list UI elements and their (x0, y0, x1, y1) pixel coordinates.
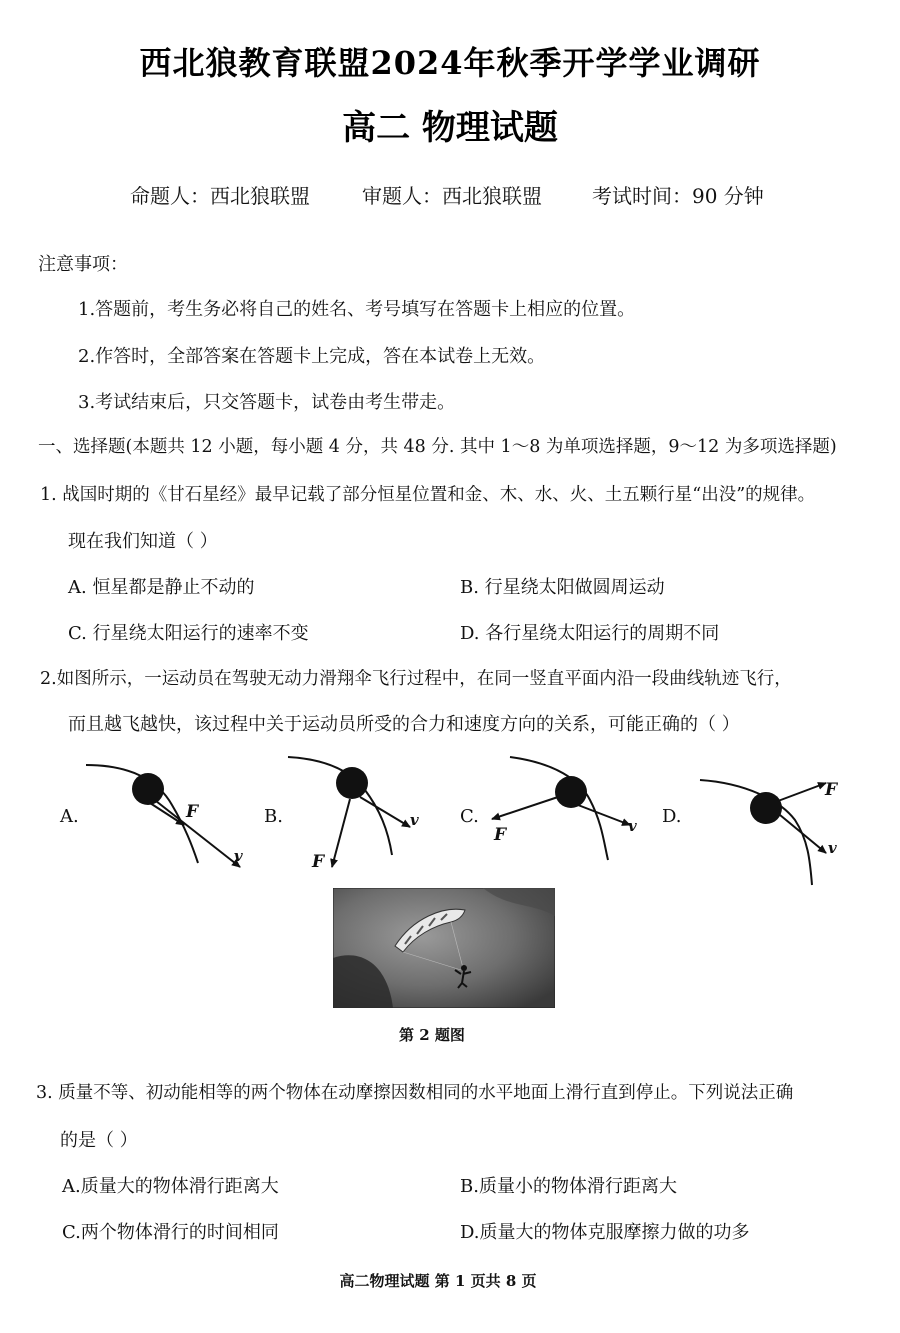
velocity-arrow (360, 797, 410, 827)
force-arrow (778, 783, 826, 801)
q2-diagrams (0, 745, 900, 895)
velocity-arrow (780, 815, 826, 853)
diagram-a (59, 765, 243, 867)
paraglider-ball (132, 773, 164, 805)
force-label: F (825, 780, 838, 800)
q1-option-a: A. 恒星都是静止不动的 (68, 577, 255, 598)
velocity-label: v (234, 847, 243, 865)
q3-option-c: C.两个物体滑行的时间相同 (62, 1222, 279, 1243)
q3-option-b: B.质量小的物体滑行距离大 (460, 1176, 677, 1197)
force-arrow (150, 803, 184, 825)
q1-option-c: C. 行星绕太阳运行的速率不变 (68, 623, 309, 644)
force-arrow (332, 799, 350, 867)
diagram-c-label: C. (460, 806, 479, 827)
question-3-text-2: 的是（ ） (60, 1130, 138, 1151)
exam-title: 西北狼教育联盟2024年秋季开学学业调研 (139, 44, 761, 82)
question-1-text-2: 现在我们知道（ ） (68, 531, 218, 552)
diagram-d (662, 780, 839, 885)
force-label: F (494, 825, 507, 845)
force-arrow (492, 797, 558, 819)
figure-caption: 第 2 题图 (399, 1026, 465, 1044)
q1-option-b: B. 行星绕太阳做圆周运动 (460, 577, 665, 598)
paraglider-ball (336, 767, 368, 799)
section-heading: 一、选择题(本题共 12 小题，每小题 4 分，共 48 分. 其中 1～8 为单项选择题，9～12 为多项选择题) (38, 437, 837, 457)
q3-option-d: D.质量大的物体克服摩擦力做的功多 (460, 1222, 750, 1243)
paraglider-photo (333, 888, 555, 1008)
notice-item: 1.答题前，考生务必将自己的姓名、考号填写在答题卡上相应的位置。 (78, 299, 636, 320)
question-3-text: 3. 质量不等、初动能相等的两个物体在动摩擦因数相同的水平地面上滑行直到停止。下列说法正确 (36, 1083, 794, 1103)
diagram-a-label: A. (60, 806, 79, 827)
exam-time: 考试时间：90 分钟 (592, 184, 764, 208)
force-label: F (186, 802, 199, 822)
q3-option-a: A.质量大的物体滑行距离大 (62, 1176, 279, 1197)
page-footer: 高二物理试题 第 1 页共 8 页 (339, 1272, 537, 1290)
velocity-label: v (628, 817, 637, 835)
notice-heading: 注意事项： (38, 254, 128, 275)
velocity-label: v (410, 811, 419, 829)
velocity-arrow (578, 805, 630, 825)
velocity-label: v (828, 839, 837, 857)
force-label: F (312, 852, 325, 872)
diagram-c (460, 757, 637, 860)
reviewer-info: 审题人：西北狼联盟 (362, 184, 542, 208)
diagram-b (264, 757, 419, 872)
paraglider-ball (555, 776, 587, 808)
notice-item: 2.作答时，全部答案在答题卡上完成，答在本试卷上无效。 (78, 346, 546, 367)
paraglider-ball (750, 792, 782, 824)
question-2-text: 2.如图所示，一运动员在驾驶无动力滑翔伞飞行过程中，在同一竖直平面内沿一段曲线轨迹飞行， (40, 669, 792, 689)
q1-option-d: D. 各行星绕太阳运行的周期不同 (460, 623, 720, 644)
question-1-text: 1. 战国时期的《甘石星经》最早记载了部分恒星位置和金、木、水、火、土五颗行星“出没”的规律。 (40, 485, 816, 505)
diagram-b-label: B. (264, 806, 283, 827)
question-2-text-2: 而且越飞越快，该过程中关于运动员所受的合力和速度方向的关系，可能正确的（ ） (68, 714, 740, 735)
diagram-d-label: D. (662, 806, 682, 827)
author-info: 命题人：西北狼联盟 (130, 184, 310, 208)
exam-subtitle: 高二 物理试题 (342, 108, 558, 148)
notice-item: 3.考试结束后，只交答题卡，试卷由考生带走。 (78, 392, 456, 413)
